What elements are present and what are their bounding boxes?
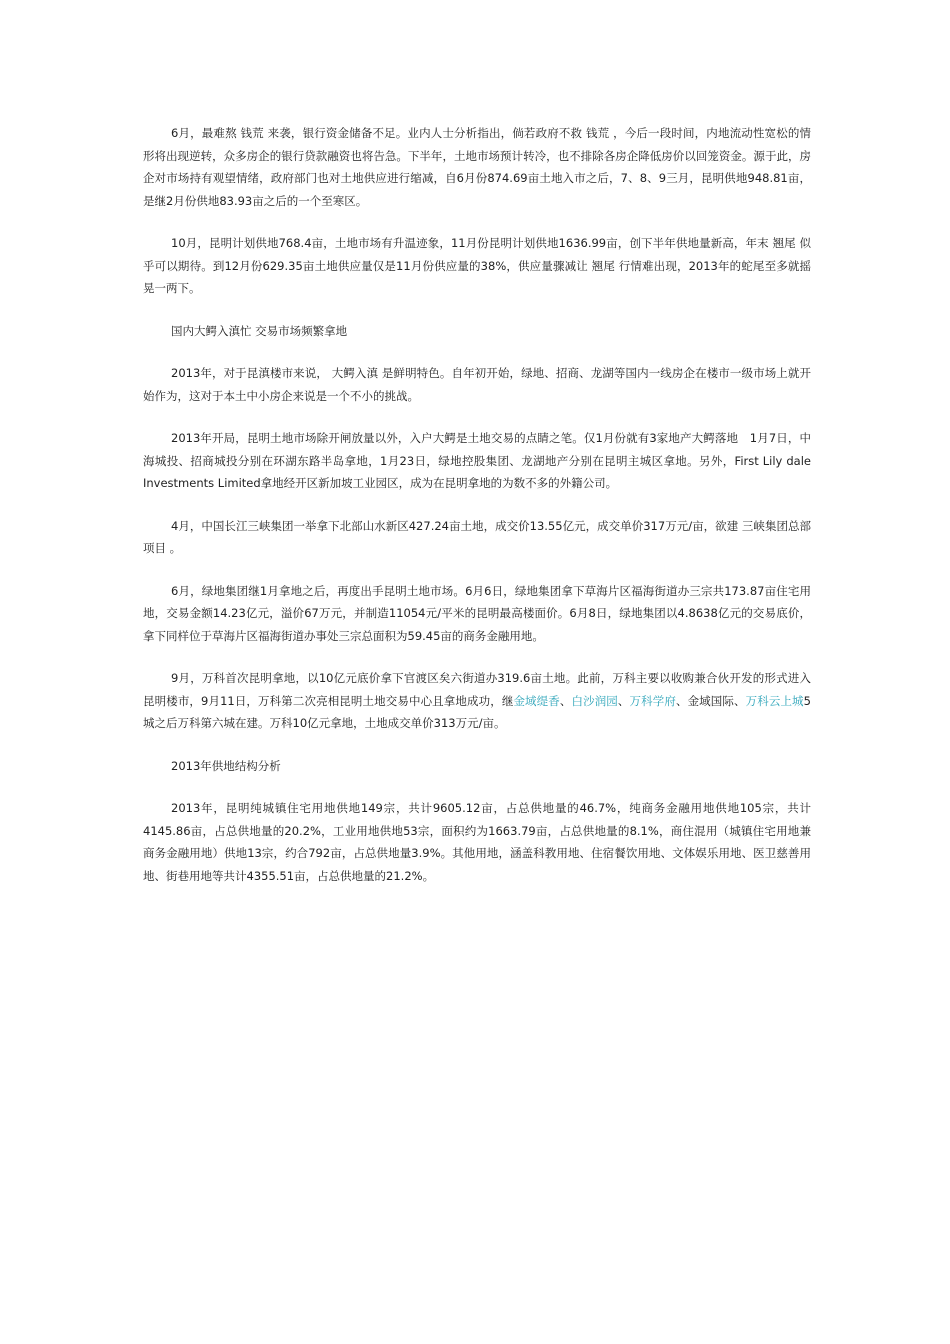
document-body (143, 122, 811, 907)
vanke-text-end: 5城之后万科第六城在建。万科10亿元拿地，土地成交单价313万元/亩。 (143, 693, 811, 730)
separator: 、 (617, 693, 630, 708)
vanke-text-middle: 、金域国际、 (675, 693, 746, 708)
vanke-text-start: 9月，万科首次昆明拿地，以10亿元底价拿下官渡区矣六街道办319.6亩土地。此前，万科主要以收购兼合伙开发的形式进入昆明楼市，9月11日，万科第二次亮相昆明土地交易中心且拿地成功，继 (143, 671, 811, 708)
paragraph-june-money-shortage: 6月，最难熬 钱荒 来袭，银行资金储备不足。业内人士分析指出，倘若政府不救 钱荒 ，今后一段时间，内地流动性宽松的情形将出现逆转，众多房企的银行贷款融资也将告急。下半年，土地市场预计转冷，也不排除各房企降低房价以回笼资金。源于此，房企对市场持有观望情绪，政府部门也对土地供应进行缩减，自6月份874.69亩土地入市之后，7、8、9三月，昆明供地948.81亩，是继2月份供地83.93亩之后的一个至寒区。 (143, 126, 811, 208)
paragraph-september-vanke (143, 667, 811, 735)
paragraph-2013-opening: 2013年开局，昆明土地市场除开闸放量以外，入户大鳄是土地交易的点睛之笔。仅1月份就有3家地产大鳄落地 1月7日，中海城投、招商城投分别在环湖东路半岛拿地，1月23日，绿地控股集团、龙湖地产分别在昆明主城区拿地。另外，First Lily dale Investments Limited拿地经开区新加坡工业园区，成为在昆明拿地的为数不多的外籍公司。 (143, 431, 811, 490)
paragraph-2013-big-developers: 2013年，对于昆滇楼市来说， 大鳄入滇 是鲜明特色。自年初开始，绿地、招商、龙湖等国内一线房企在楼市一级市场上就开始作为，这对于本土中小房企来说是一个不小的挑战。 (143, 366, 811, 403)
paragraph-june-greenland: 6月，绿地集团继1月拿地之后，再度出手昆明土地市场。6月6日，绿地集团拿下草海片区福海街道办三宗共173.87亩住宅用地，交易金额14.23亿元，溢价67万元，并制造11054元/平米的昆明最高楼面价。6月8日，绿地集团以4.8638亿元的交易底价，拿下同样位于草海片区福海街道办事处三宗总面积为59.45亩的商务金融用地。 (143, 583, 811, 643)
link-baisha-runyuan[interactable]: 白沙润园 (571, 693, 618, 708)
paragraph-supply-structure: 2013年，昆明纯城镇住宅用地供地149宗，共计9605.12亩，占总供地量的46.7%，纯商务金融用地供地105宗，共计4145.86亩，占总供地量的20.2%，工业用地供地53宗，面积约为1663.79亩，占总供地量的8.1%，商住混用（城镇住宅用地兼商务金融用地）供地13宗，约合792亩，占总供地量3.9%。其他用地，涵盖科教用地、住宿餐饮用地、文体娱乐用地、医卫慈善用地、街巷用地等共计4355.51亩，占总供地量的21.2%。 (143, 801, 811, 883)
section-heading-supply-structure: 2013年供地结构分析 (171, 758, 281, 773)
link-vanke-yunshangcheng[interactable]: 万科云上城 (745, 693, 804, 708)
link-vanke-xuefu[interactable]: 万科学府 (629, 693, 676, 708)
link-jinyu-tixiang[interactable]: 金域缇香 (513, 693, 560, 708)
paragraph-october-supply: 10月，昆明计划供地768.4亩，土地市场有升温迹象，11月份昆明计划供地1636.99亩，创下半年供地量新高，年末 翘尾 似乎可以期待。到12月份629.35亩土地供应量仅是11月份供应量的38%，供应量骤减让 翘尾 行情难出现，2013年的蛇尾至多就摇晃一两下。 (143, 236, 811, 295)
section-heading-big-developers: 国内大鳄入滇忙 交易市场频繁拿地 (171, 323, 348, 338)
paragraph-april-three-gorges: 4月，中国长江三峡集团一举拿下北部山水新区427.24亩土地，成交价13.55亿元，成交单价317万元/亩，欲建 三峡集团总部项目 。 (143, 518, 811, 555)
separator: 、 (559, 693, 572, 708)
